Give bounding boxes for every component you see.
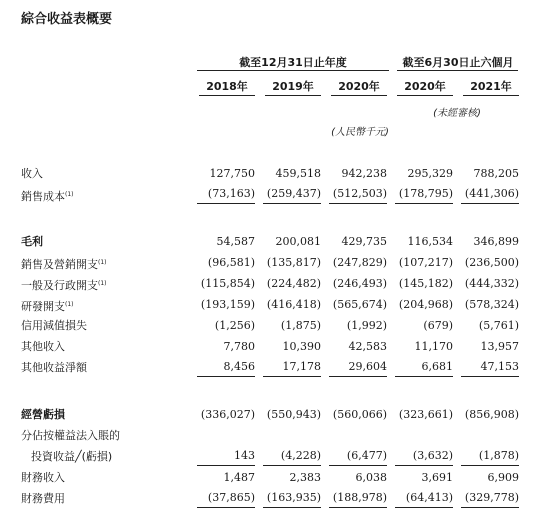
table-cell: (416,418) [266, 298, 321, 311]
year-header-2020: 2020年 [338, 80, 380, 93]
row-label-text: 財務收入 [21, 471, 65, 484]
row-label [21, 295, 74, 317]
table-row [0, 405, 540, 425]
table-cell: (224,482) [266, 277, 321, 290]
table-cell: 3,691 [421, 471, 453, 484]
row-label [21, 358, 87, 378]
row-label [21, 316, 87, 336]
footnote-marker: (1) [65, 191, 74, 198]
table-cell: 788,205 [473, 167, 519, 180]
table-cell: (6,477) [329, 447, 387, 466]
table-cell: (856,908) [464, 408, 519, 421]
row-label [21, 232, 43, 252]
table-cell: (145,182) [398, 277, 453, 290]
table-cell: (247,829) [332, 256, 387, 269]
page-title: 綜合收益表概要 [21, 12, 113, 27]
table-cell: (679) [423, 319, 453, 332]
footnote-marker: (1) [65, 301, 74, 308]
table-cell: 346,899 [473, 235, 519, 248]
table-cell: (444,332) [464, 277, 519, 290]
table-cell: 6,909 [487, 471, 519, 484]
table-row [0, 164, 540, 184]
row-label-text: 分佔按權益法入賬的 [21, 429, 120, 442]
row-label [21, 164, 43, 184]
table-cell: (441,306) [461, 185, 519, 204]
table-row [0, 447, 540, 467]
row-label [21, 253, 107, 275]
half-year-header-2021: 2021年 [470, 80, 512, 93]
table-cell: (4,228) [263, 447, 321, 466]
year-header-rule [463, 95, 519, 96]
table-cell: (163,935) [263, 489, 321, 508]
table-cell: 17,178 [263, 358, 321, 377]
table-cell: 42,583 [348, 340, 387, 353]
table-cell: (3,632) [395, 447, 453, 466]
row-label-text: 收入 [21, 167, 43, 180]
year-header-2019: 2019年 [272, 80, 314, 93]
table-cell: 116,534 [407, 235, 453, 248]
table-cell: 47,153 [461, 358, 519, 377]
table-row [0, 489, 540, 509]
table-cell: (188,978) [329, 489, 387, 508]
half-year-header-2020: 2020年 [404, 80, 446, 93]
table-cell: 942,238 [341, 167, 387, 180]
fiscal-year-group-rule [197, 70, 389, 71]
year-header-rule [331, 95, 387, 96]
table-cell: (336,027) [200, 408, 255, 421]
table-cell: (73,163) [197, 185, 255, 204]
table-cell: 13,957 [480, 340, 519, 353]
table-cell: (1,875) [280, 319, 321, 332]
table-cell: 295,329 [407, 167, 453, 180]
table-cell: 10,390 [282, 340, 321, 353]
table-cell: (5,761) [478, 319, 519, 332]
table-cell: (259,437) [263, 185, 321, 204]
row-label-text: 投資收益╱(虧損) [31, 450, 113, 463]
row-label [21, 426, 120, 446]
table-row [0, 316, 540, 336]
row-label-text: 研發開支 [21, 300, 65, 313]
row-label [31, 447, 112, 467]
table-cell: 1,487 [223, 471, 255, 484]
row-label [21, 405, 65, 425]
year-header-rule [199, 95, 255, 96]
row-label-text: 銷售成本 [21, 190, 65, 203]
half-year-group-rule [397, 70, 518, 71]
table-cell: (1,992) [346, 319, 387, 332]
table-cell: 459,518 [275, 167, 321, 180]
table-row [0, 232, 540, 252]
footnote-marker: (1) [98, 259, 107, 266]
row-label [21, 274, 107, 296]
table-row [0, 426, 540, 446]
fiscal-year-group-header: 截至12月31日止年度 [239, 56, 347, 69]
table-cell: (178,795) [395, 185, 453, 204]
table-cell: (37,865) [197, 489, 255, 508]
table-cell: 127,750 [209, 167, 255, 180]
row-label-text: 信用減值損失 [21, 319, 87, 332]
currency-note: (人民幣千元) [331, 127, 389, 138]
table-row [0, 337, 540, 357]
row-label [21, 489, 65, 509]
row-label-text: 其他收益淨額 [21, 361, 87, 374]
table-cell: (565,674) [332, 298, 387, 311]
table-cell: (135,817) [266, 256, 321, 269]
table-cell: (560,066) [332, 408, 387, 421]
table-cell: 29,604 [329, 358, 387, 377]
table-cell: (246,493) [332, 277, 387, 290]
row-label [21, 337, 65, 357]
table-row [0, 253, 540, 273]
row-label [21, 468, 65, 488]
table-row [0, 185, 540, 205]
half-year-group-header: 截至6月30日止六個月 [402, 56, 514, 69]
table-row [0, 358, 540, 378]
year-header-rule [397, 95, 453, 96]
row-label-text: 經營虧損 [21, 408, 65, 421]
table-cell: (236,500) [464, 256, 519, 269]
year-header-rule [265, 95, 321, 96]
table-cell: (96,581) [207, 256, 255, 269]
row-label [21, 185, 74, 207]
table-cell: (204,968) [398, 298, 453, 311]
table-cell: (107,217) [398, 256, 453, 269]
table-cell: (1,256) [214, 319, 255, 332]
unaudited-note: (未經審核) [433, 108, 481, 119]
table-cell: 11,170 [414, 340, 453, 353]
row-label-text: 銷售及營銷開支 [21, 258, 98, 271]
table-cell: 6,038 [355, 471, 387, 484]
table-cell: (512,503) [329, 185, 387, 204]
table-cell: (115,854) [200, 277, 255, 290]
table-cell: 6,681 [395, 358, 453, 377]
table-cell: (550,943) [266, 408, 321, 421]
row-label-text: 財務費用 [21, 492, 65, 505]
row-label-text: 其他收入 [21, 340, 65, 353]
footnote-marker: (1) [98, 280, 107, 287]
table-cell: 7,780 [223, 340, 255, 353]
table-row [0, 295, 540, 315]
table-cell: 2,383 [289, 471, 321, 484]
table-cell: (1,878) [461, 447, 519, 466]
year-header-2018: 2018年 [206, 80, 248, 93]
table-cell: (323,661) [398, 408, 453, 421]
table-cell: 143 [197, 447, 255, 466]
table-cell: 200,081 [275, 235, 321, 248]
row-label-text: 一般及行政開支 [21, 279, 98, 292]
table-cell: 429,735 [341, 235, 387, 248]
table-row [0, 274, 540, 294]
table-cell: 8,456 [197, 358, 255, 377]
table-row [0, 468, 540, 488]
row-label-text: 毛利 [21, 235, 43, 248]
table-cell: (578,324) [464, 298, 519, 311]
table-cell: (193,159) [200, 298, 255, 311]
table-cell: 54,587 [216, 235, 255, 248]
table-cell: (329,778) [461, 489, 519, 508]
table-cell: (64,413) [395, 489, 453, 508]
